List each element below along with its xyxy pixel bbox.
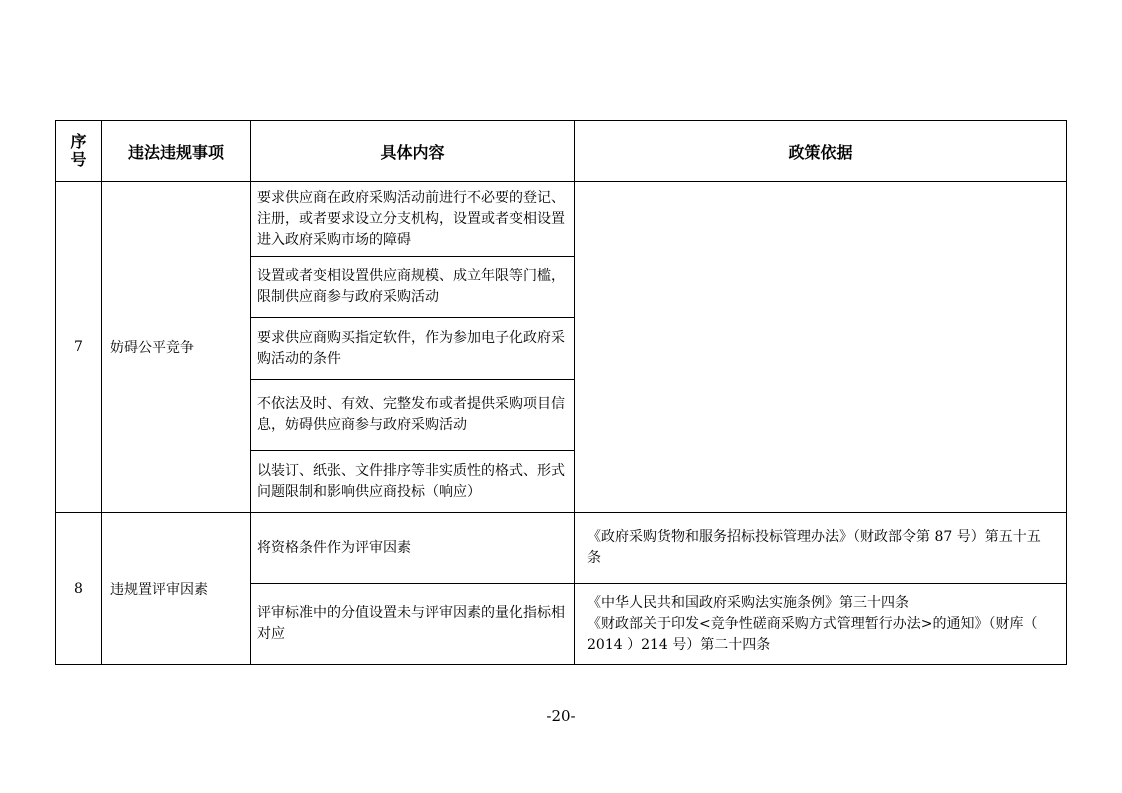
content-cell: 评审标准中的分值设置未与评审因素的量化指标相对应 — [251, 584, 575, 665]
policy-line: 《财政部关于印发<竞争性磋商采购方式管理暂行办法>的通知》（财库（ 2014 ）214 号）第二十四条 — [587, 615, 1038, 653]
seq-cell: 8 — [56, 513, 102, 665]
policy-cell — [575, 513, 1067, 584]
content-cell: 不依法及时、有效、完整发布或者提供采购项目信息，妨碍供应商参与政府采购活动 — [251, 380, 575, 451]
violations-table — [55, 120, 1067, 665]
content-cell: 要求供应商购买指定软件，作为参加电子化政府采购活动的条件 — [251, 318, 575, 380]
header-item: 违法违规事项 — [102, 121, 251, 182]
content-cell: 要求供应商在政府采购活动前进行不必要的登记、注册，或者要求设立分支机构，设置或者变相设置进入政府采购市场的障碍 — [251, 182, 575, 257]
header-policy: 政策依据 — [575, 121, 1067, 182]
page-number: -20- — [546, 707, 576, 725]
policy-cell — [575, 182, 1067, 513]
policy-line: 《政府采购货物和服务招标投标管理办法》（财政部令第 87 号）第五十五条 — [587, 529, 1041, 566]
seq-cell: 7 — [56, 182, 102, 513]
header-content: 具体内容 — [251, 121, 575, 182]
policy-line: 《中华人民共和国政府采购法实施条例》第三十四条 — [587, 594, 909, 611]
policy-cell — [575, 584, 1067, 665]
table-row — [56, 513, 1067, 584]
header-row — [56, 121, 1067, 182]
content-cell: 设置或者变相设置供应商规模、成立年限等门槛，限制供应商参与政府采购活动 — [251, 257, 575, 318]
header-seq: 序号 — [56, 121, 102, 182]
table-row — [56, 182, 1067, 257]
content-cell: 以装订、纸张、文件排序等非实质性的格式、形式问题限制和影响供应商投标（响应） — [251, 451, 575, 513]
item-cell: 违规置评审因素 — [102, 513, 251, 665]
content-cell: 将资格条件作为评审因素 — [251, 513, 575, 584]
item-cell: 妨碍公平竞争 — [102, 182, 251, 513]
